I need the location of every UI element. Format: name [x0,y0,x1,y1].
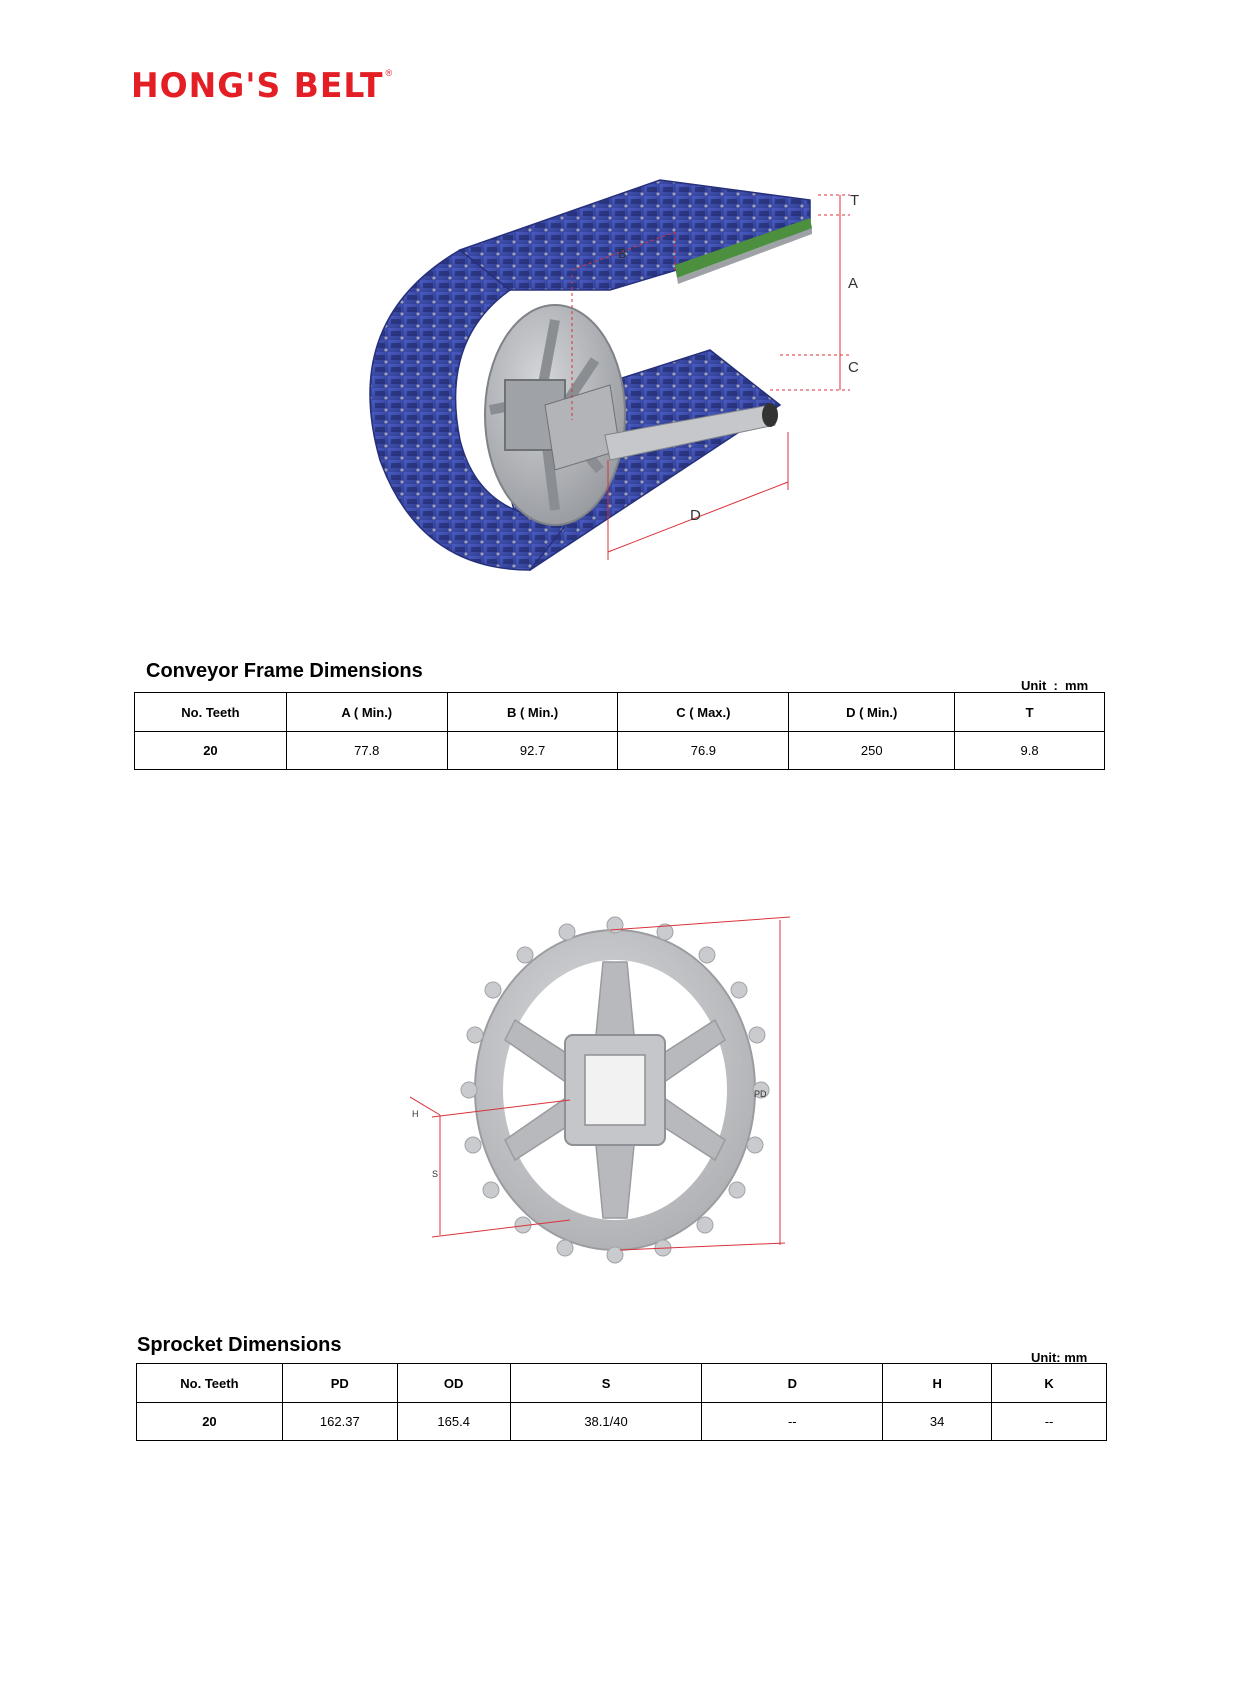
table-cell: 162.37 [282,1403,397,1441]
header-cell: PD [282,1364,397,1403]
table-cell: 34 [883,1403,992,1441]
registered-mark: ® [385,68,393,78]
table-cell: -- [992,1403,1107,1441]
table-cell: 77.8 [286,732,447,770]
table-header-row [135,693,1105,732]
table-cell: 9.8 [955,732,1105,770]
table-cell: 38.1/40 [510,1403,702,1441]
sprocket-unit: Unit: mm [1031,1350,1088,1365]
table-cell: -- [702,1403,883,1441]
header-cell: No. Teeth [135,693,287,732]
label-c: C [848,359,859,376]
header-cell: S [510,1364,702,1403]
label-d: D [690,507,701,524]
sprocket-dimensions-table [136,1363,1107,1441]
header-cell: A ( Min.) [286,693,447,732]
label-s: S [432,1169,439,1179]
frame-dimensions-title: Conveyor Frame Dimensions [146,660,423,682]
label-pd: PD [754,1089,767,1099]
header-cell: D ( Min.) [789,693,955,732]
header-cell: H [883,1364,992,1403]
header-cell: T [955,693,1105,732]
label-a: A [848,275,859,292]
label-t: T [850,192,860,209]
brand-logo [131,65,393,108]
header-cell: K [992,1364,1107,1403]
logo-text: HONG'S BELT [131,65,384,106]
table-cell: 92.7 [447,732,618,770]
table-cell: 20 [135,732,287,770]
header-cell: No. Teeth [137,1364,283,1403]
label-b: B [618,246,627,261]
header-cell: OD [397,1364,510,1403]
table-row [135,732,1105,770]
table-cell: 250 [789,732,955,770]
frame-unit: Unit : mm [1021,678,1089,693]
table-cell: 76.9 [618,732,789,770]
table-cell: 20 [137,1403,283,1441]
frame-dimensions-table [134,692,1105,770]
sprocket-figure [410,905,830,1285]
belt-assembly-figure [340,160,930,620]
header-cell: B ( Min.) [447,693,618,732]
table-row [137,1403,1107,1441]
header-cell: C ( Max.) [618,693,789,732]
label-h: H [412,1109,419,1119]
table-header-row [137,1364,1107,1403]
header-cell: D [702,1364,883,1403]
table-cell: 165.4 [397,1403,510,1441]
sprocket-dimensions-title: Sprocket Dimensions [137,1334,342,1356]
